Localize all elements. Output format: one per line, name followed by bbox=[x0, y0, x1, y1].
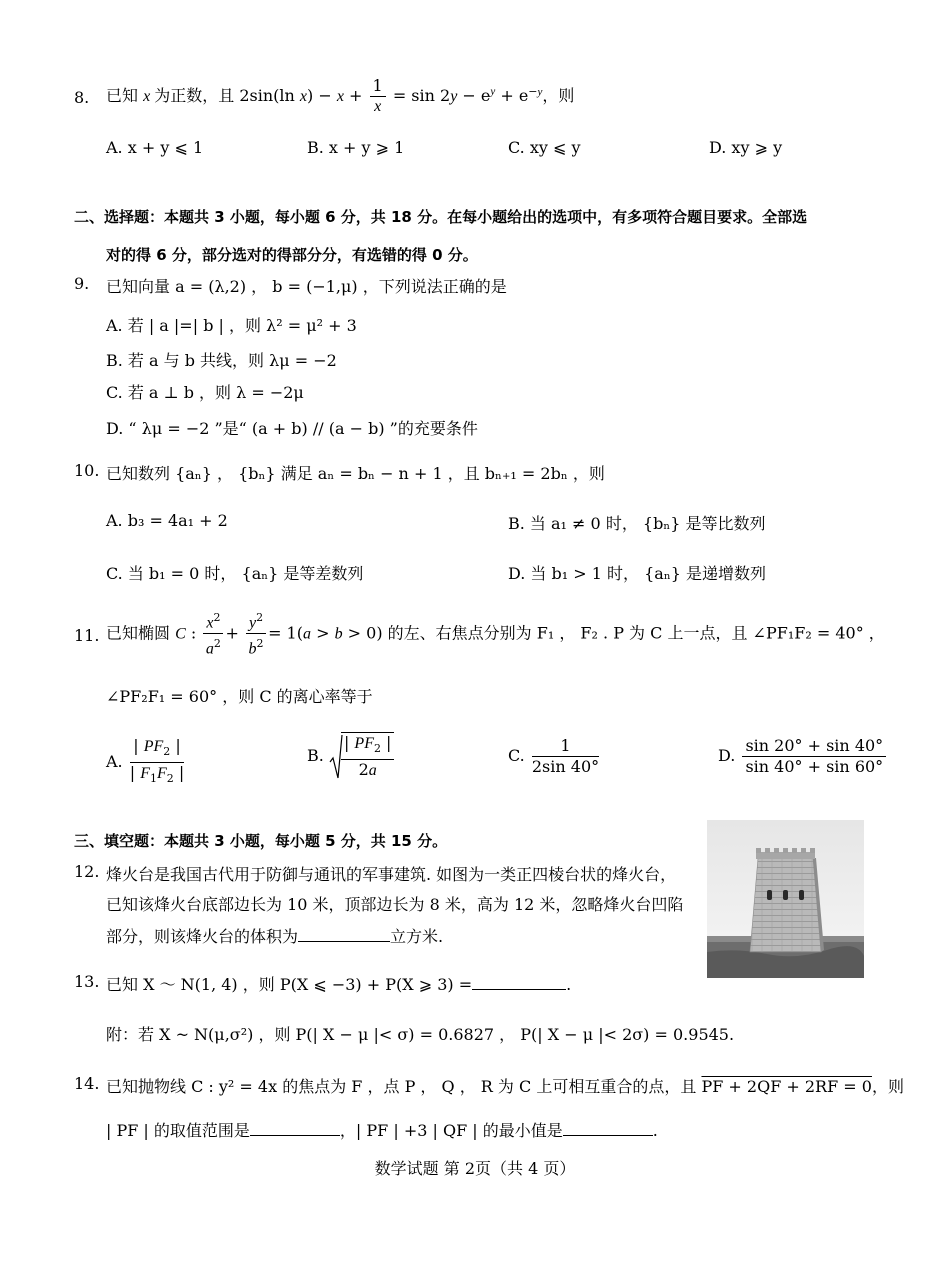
q8-fraction: $\frac{1}{x}$ bbox=[370, 76, 386, 117]
q14-stem: 已知抛物线 C : y² = 4x 的焦点为 F ，点 P ， Q ， R 为 C 上可相互重合的点，且 PF + 2QF + 2RF = 0，则 bbox=[106, 1077, 904, 1096]
q12-answer-blank[interactable] bbox=[298, 941, 390, 942]
q13-answer-blank[interactable] bbox=[472, 989, 566, 990]
q9-option-a: A. 若 | a |=| b | ，则 λ² = μ² + 3 bbox=[106, 316, 357, 335]
q8-option-a: A. x + y ⩽ 1 bbox=[106, 138, 204, 157]
q8-option-d: D. xy ⩾ y bbox=[709, 138, 783, 157]
q10-option-a: A. b₃ = 4a₁ + 2 bbox=[106, 511, 228, 530]
q10-stem: 已知数列 {aₙ} ， {bₙ} 满足 aₙ = bₙ − n + 1 ，且 bₙ₊₁ = 2bₙ ，则 bbox=[106, 464, 605, 483]
q13-note: 附：若 X ~ N(μ,σ²) ，则 P(| X − μ |< σ) = 0.6827 ， P(| X − μ |< 2σ) = 0.9545. bbox=[106, 1025, 735, 1044]
page-footer: 数学试题 第 2页（共 4 页） bbox=[374, 1159, 576, 1178]
q14-number: 14. bbox=[74, 1074, 100, 1093]
q10-option-c: C. 当 b₁ = 0 时， {aₙ} 是等差数列 bbox=[106, 564, 364, 583]
q14-line2: | PF | 的取值范围是 ，| PF | +3 | QF | 的最小值是 . bbox=[106, 1121, 658, 1140]
beacon-tower-photo bbox=[707, 820, 864, 978]
q14-answer-blank-2[interactable] bbox=[563, 1135, 653, 1136]
q8-stem: 已知 x 为正数，且 2sin(ln x) − x + $\frac{1}{x}$ = $\sin 2y - e^y + e^{-y}$，则 bbox=[106, 76, 575, 115]
q10-option-b: B. 当 a₁ ≠ 0 时， {bₙ} 是等比数列 bbox=[508, 514, 766, 533]
q9-option-c: C. 若 a ⊥ b ，则 λ = −2μ bbox=[106, 383, 304, 402]
section3-heading: 三、填空题：本题共 3 小题，每小题 5 分，共 15 分。 bbox=[74, 832, 448, 850]
q8-option-c: C. xy ⩽ y bbox=[508, 138, 581, 157]
q8-option-b: B. x + y ⩾ 1 bbox=[307, 138, 405, 157]
q11-option-c: C. $\frac{1}{2\sin 40^\circ}$ bbox=[508, 736, 600, 776]
q12-number: 12. bbox=[74, 862, 100, 881]
q14-vector-equation: PF + 2QF + 2RF = 0 bbox=[701, 1077, 872, 1096]
section2-heading-line1: 二、选择题：本题共 3 小题，每小题 6 分，共 18 分。在每小题给出的选项中，有多项符合题目要求。全部选 bbox=[74, 208, 808, 226]
q9-option-b: B. 若 a 与 b 共线，则 λμ = −2 bbox=[106, 351, 337, 370]
q8-number: 8. bbox=[74, 88, 90, 107]
q11-stem-line2: ∠PF₂F₁ = 60° ，则 C 的离心率等于 bbox=[106, 687, 373, 706]
q10-option-d: D. 当 b₁ > 1 时， {aₙ} 是递增数列 bbox=[508, 564, 767, 583]
q12-line1: 烽火台是我国古代用于防御与通讯的军事建筑. 如图为一类正四棱台状的烽火台， bbox=[106, 865, 677, 884]
q13-stem: 已知 X ～ N(1, 4) ，则 P(X ⩽ −3) + P(X ⩾ 3) = . bbox=[106, 975, 572, 994]
q12-line2: 已知该烽火台底部边长为 10 米，顶部边长为 8 米，高为 12 米，忽略烽火台凹陷 bbox=[106, 895, 684, 914]
beacon-tower-image bbox=[707, 820, 864, 978]
q11-stem: 已知椭圆 C : $\frac{x^2}{a^2}$ + $\frac{y^2}{b^2}$ = 1(a > b > 0) 的左、右焦点分别为 F₁ ， F₂ . P 为 C 上一点，且 ∠PF₁F₂ = 40° ， bbox=[106, 608, 885, 660]
q11-option-b: B. $\frac{| PF_2 |}{2a}$ bbox=[307, 732, 396, 781]
q9-option-d: D. “ λμ = −2 ”是“ (a + b) // (a − b) ”的充要条件 bbox=[106, 419, 478, 438]
q13-number: 13. bbox=[74, 972, 100, 991]
q11-number: 11. bbox=[74, 626, 100, 645]
q9-stem: 已知向量 a = (λ,2) ， b = (−1,μ) ，下列说法正确的是 bbox=[106, 277, 507, 296]
q12-line3: 部分，则该烽火台的体积为 立方米. bbox=[106, 927, 444, 946]
q14-answer-blank-1[interactable] bbox=[250, 1135, 340, 1136]
q11-option-d: D. $\frac{\sin 20^\circ + \sin 40^\circ}{\sin 40^\circ + \sin 60^\circ}$ bbox=[718, 736, 888, 777]
q9-number: 9. bbox=[74, 274, 90, 293]
section2-heading-line2: 对的得 6 分，部分选对的得部分分，有选错的得 0 分。 bbox=[106, 246, 478, 264]
q10-number: 10. bbox=[74, 461, 100, 480]
q11-option-a: A. $\frac{| PF_2 |}{| F_1F_2 |}$ bbox=[106, 736, 185, 786]
